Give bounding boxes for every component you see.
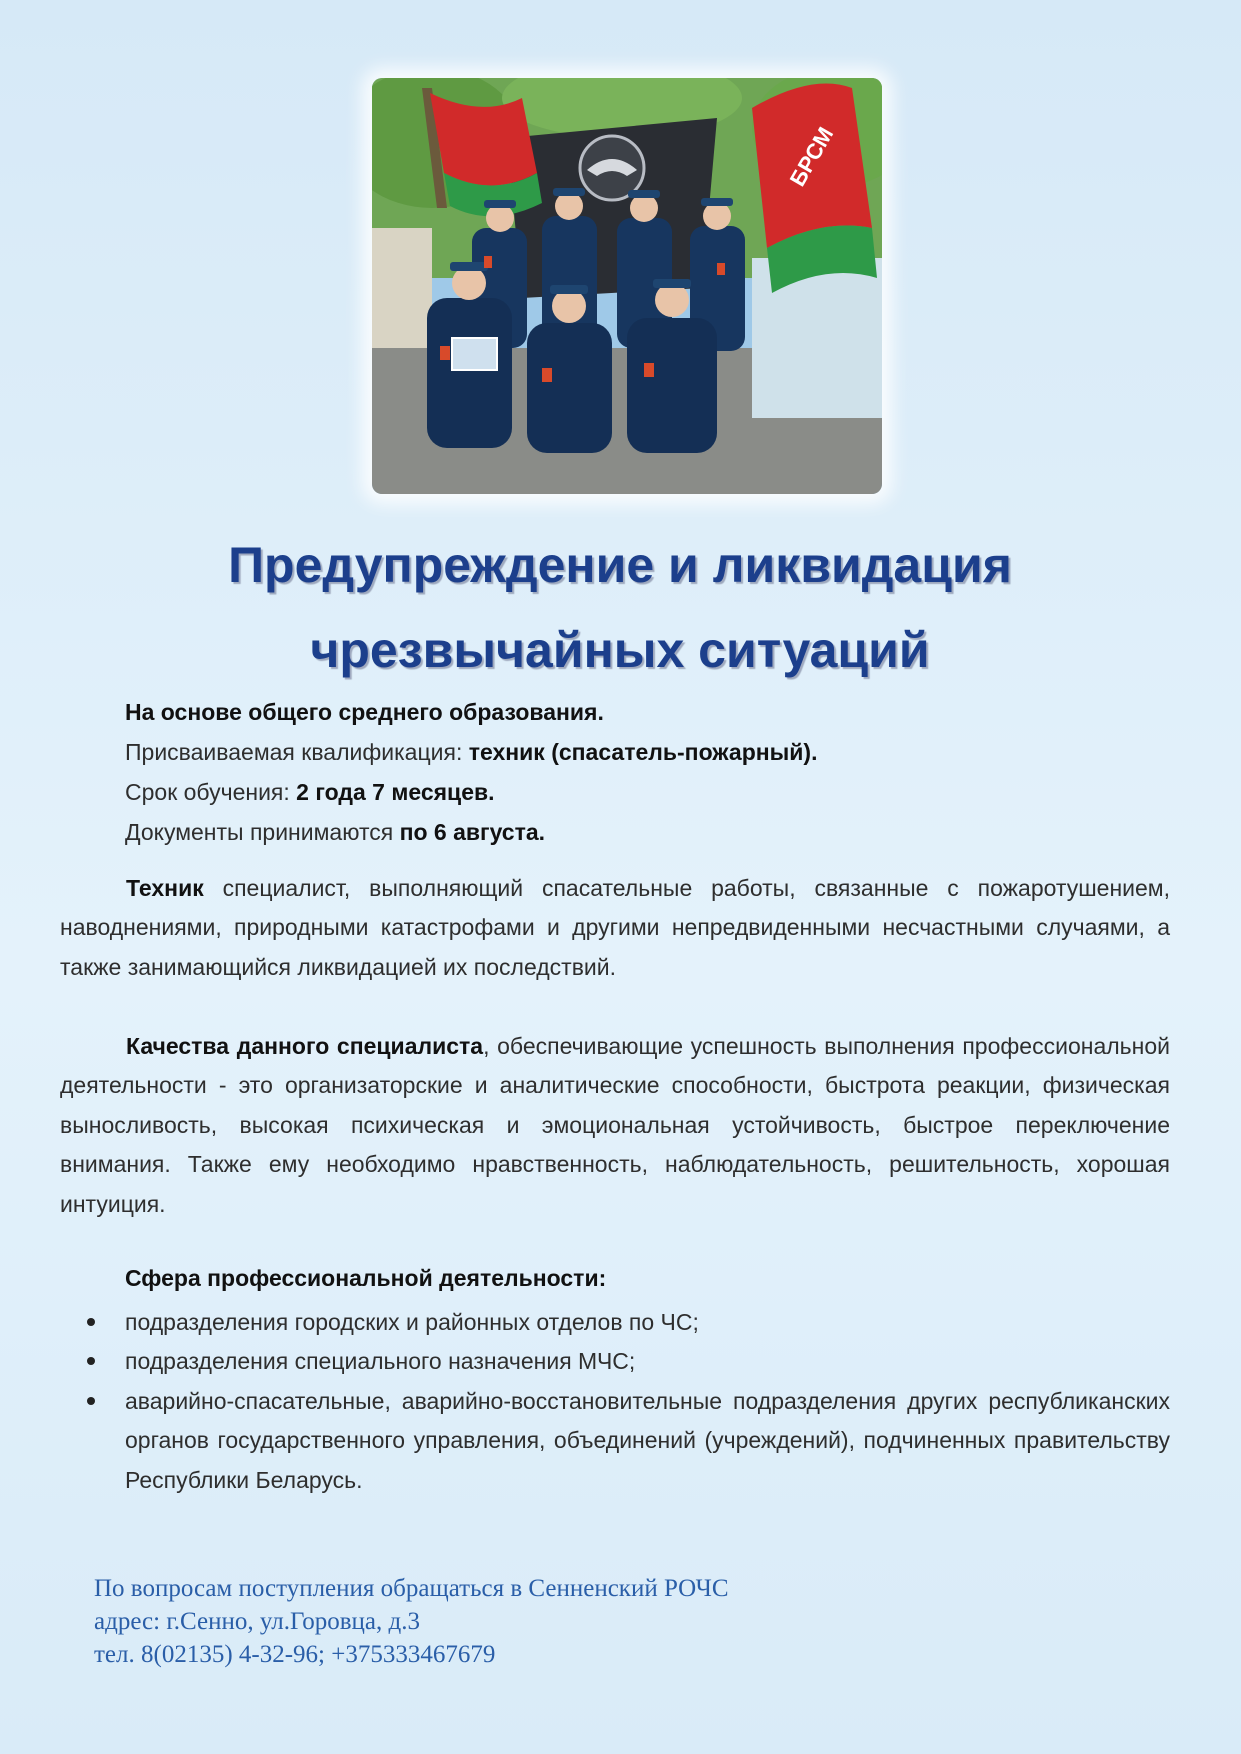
qualification-label: Присваиваемая квалификация: — [125, 739, 469, 765]
qualities-paragraph — [60, 1027, 1170, 1224]
list-item — [60, 1342, 1170, 1381]
duration-line — [125, 781, 495, 804]
qualification-value: техник (спасатель-пожарный). — [468, 739, 818, 765]
sphere-list — [60, 1303, 1170, 1500]
qualification-line — [125, 741, 817, 764]
documents-value: по 6 августа. — [399, 819, 546, 845]
list-item-text: подразделения специального назначения МЧС; — [125, 1348, 636, 1375]
list-item — [60, 1303, 1170, 1342]
technician-term: Техник — [126, 875, 204, 901]
education-basis — [125, 701, 604, 724]
education-basis-text: На основе общего среднего образования. — [125, 699, 604, 725]
title-line-2: чрезвычайных ситуаций — [310, 622, 930, 678]
group-photo-illustration — [372, 78, 882, 494]
qualities-term: Качества данного специалиста — [126, 1033, 484, 1059]
contact-line-inquiries: По вопросам поступления обращаться в Сенненский РОЧС — [94, 1575, 729, 1602]
qualities-description: , обеспечивающие успешность выполнения профессиональной деятельности - это организаторские и аналитические способности, быстрота реакции, физическая выносливость, высокая психическая и эмоциональная устойчивость, быстрое переключение внимания. Также ему необходимо нравственность, наблюдательность, решительность, хорошая интуиция. — [60, 1033, 1170, 1217]
title-line-1: Предупреждение и ликвидация — [228, 537, 1012, 593]
duration-value: 2 года 7 месяцев. — [296, 779, 495, 805]
flag-brsm-text: БРСМ — [784, 122, 839, 191]
duration-label: Срок обучения: — [125, 779, 297, 805]
contact-line-address: адрес: г.Сенно, ул.Горовца, д.3 — [94, 1608, 420, 1635]
group-photo — [372, 78, 882, 494]
documents-line — [125, 821, 545, 844]
bullet-icon — [87, 1318, 95, 1326]
list-item-text: подразделения городских и районных отделов по ЧС; — [125, 1309, 699, 1335]
bullet-icon — [87, 1357, 95, 1365]
list-item — [60, 1382, 1170, 1500]
technician-description: специалист, выполняющий спасательные работы, связанные с пожаротушением, наводнениями, природными катастрофами и другими непредвиденными несчастными случаями, а также занимающийся ликвидацией их последствий. — [60, 875, 1170, 980]
contact-block — [94, 1572, 729, 1671]
sphere-title: Сфера профессиональной деятельности: — [125, 1265, 607, 1291]
list-item-text: аварийно-спасательные, аварийно-восстановительные подразделения других республиканских органов государственного управления, объединений (учреждений), подчиненных правительству Республики Беларусь. — [125, 1387, 1170, 1493]
bullet-icon — [87, 1397, 95, 1405]
contact-line-phone: тел. 8(02135) 4-32-96; +375333467679 — [94, 1641, 496, 1668]
technician-paragraph — [60, 869, 1170, 987]
documents-label: Документы принимаются — [125, 819, 400, 845]
